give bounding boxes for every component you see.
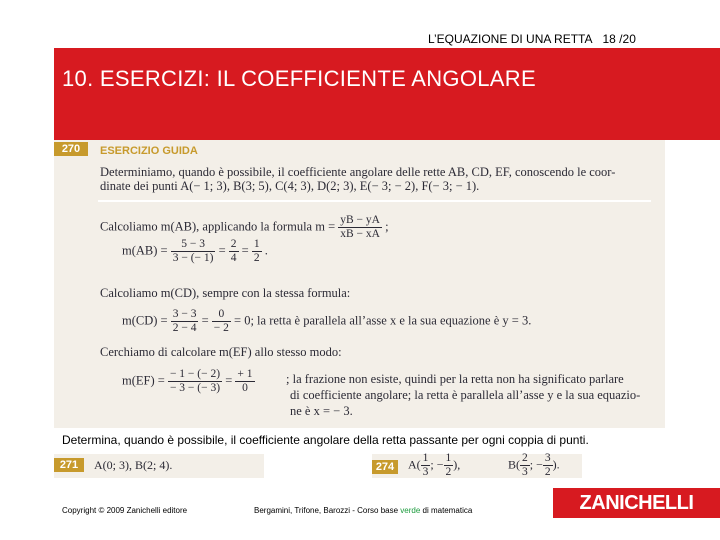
calc-ab-intro: [100, 214, 389, 241]
mab-num-1: 5 − 3: [171, 238, 216, 252]
mab-den-3: 2: [253, 252, 260, 264]
calc-ab-intro-text: Calcoliamo m(AB), applicando la formula m =: [100, 219, 336, 234]
point-b-x: [520, 452, 530, 479]
mcd-num-1: 3 − 3: [172, 308, 197, 320]
point-b-sep: ; −: [529, 457, 543, 472]
mef-num-2: + 1: [237, 368, 253, 380]
authors-text: Bergamini, Trifone, Barozzi - Corso base: [254, 506, 401, 515]
mab-num-2: 2: [230, 238, 237, 250]
authors-suffix: di matematica: [420, 506, 473, 515]
point-a-end: ),: [453, 457, 461, 472]
point-b-x-den: 3: [522, 466, 528, 478]
header-line: [428, 32, 636, 46]
mcd-den-2: − 2: [213, 322, 229, 334]
point-a-x-num: 1: [422, 452, 429, 464]
mab-den-1: 3 − (− 1): [172, 252, 214, 264]
mcd-fraction-2: [212, 308, 231, 335]
title-band: [54, 48, 720, 140]
formula-denominator: xB − xA: [340, 228, 380, 240]
mcd-num-2: 0: [212, 308, 231, 322]
point-a-y: [444, 452, 454, 479]
mef-text-1: ; la frazione non esiste, quindi per la retta non ha significato parlare: [286, 372, 624, 386]
mef-lhs: m(EF) =: [122, 373, 165, 388]
zanichelli-logo: ZANICHELLI: [553, 488, 720, 518]
slope-formula: [338, 214, 382, 241]
mab-end: .: [264, 243, 268, 258]
guided-exercise-panel: [54, 140, 665, 428]
formula-end: ;: [385, 219, 389, 234]
guide-label: ESERCIZIO GUIDA: [100, 145, 198, 157]
mcd-conclusion: = 0; la retta è parallela all’asse x e la sua equazione è y = 3.: [234, 313, 532, 328]
point-b-y-den: 2: [544, 466, 551, 478]
mef-text-2: di coefficiente angolare; la retta è parallela all’asse y e la sua equazio-: [290, 388, 641, 402]
mef-den-2: 0: [242, 382, 248, 394]
guide-line-1: Determiniamo, quando è possibile, il coefficiente angolare delle rette AB, CD, EF, conoscendo le coor-: [100, 165, 616, 179]
mef-equation: [122, 368, 255, 395]
mcd-equation: [122, 308, 531, 335]
guide-line-2: dinate dei punti A(− 1; 3), B(3; 5), C(4; 3), D(2; 3), E(− 3; − 2), F(− 3; − 1).: [100, 179, 480, 193]
exercise-274: [372, 454, 582, 478]
separator: [98, 200, 651, 202]
mab-den-2: 4: [230, 252, 237, 264]
exercise-number-badge: 271: [54, 458, 84, 472]
point-b-y: [543, 452, 553, 479]
point-a-label: A(: [408, 457, 421, 472]
point-b-y-num: 3: [544, 452, 551, 464]
authors-credit: [254, 506, 472, 515]
point-a-x-den: 3: [422, 466, 429, 478]
header-topic: L’EQUAZIONE DI UNA RETTA: [428, 32, 593, 46]
equals-sign: =: [218, 243, 226, 258]
mcd-fraction-1: [171, 308, 199, 335]
exercise-number-badge: 274: [372, 460, 398, 474]
mef-fraction-1: [168, 368, 222, 395]
equals-sign: =: [201, 313, 209, 328]
point-b-end: ).: [552, 457, 560, 472]
mab-fraction-2: [229, 238, 239, 265]
point-a-sep: ; −: [430, 457, 444, 472]
equals-sign: =: [225, 373, 233, 388]
mef-den-1: − 3 − (− 3): [169, 382, 221, 394]
calc-ef-intro: Cerchiamo di calcolare m(EF) allo stesso modo:: [100, 345, 342, 359]
point-a-y-num: 1: [445, 452, 452, 464]
instructions: Determina, quando è possibile, il coefficiente angolare della retta passante per ogni coppia di punti.: [62, 433, 589, 447]
exercise-271-points: A(0; 3), B(2; 4).: [94, 458, 173, 472]
mef-text-3: ne è x = − 3.: [290, 404, 353, 418]
exercise-number-badge: 270: [54, 142, 88, 156]
mab-equation: [122, 238, 268, 265]
equals-sign: =: [241, 243, 249, 258]
point-b-x-num: 2: [522, 452, 528, 464]
slide-title: 10. ESERCIZI: IL COEFFICIENTE ANGOLARE: [62, 66, 536, 91]
point-b-label: B(: [508, 457, 520, 472]
copyright: Copyright © 2009 Zanichelli editore: [62, 506, 188, 515]
formula-numerator: yB − yA: [340, 214, 380, 226]
mef-fraction-2: [235, 368, 254, 395]
mef-num-1: − 1 − (− 2): [169, 368, 221, 380]
calc-cd-intro: Calcoliamo m(CD), sempre con la stessa formula:: [100, 286, 351, 300]
mcd-lhs: m(CD) =: [122, 313, 168, 328]
mcd-den-1: 2 − 4: [172, 322, 197, 334]
exercise-274-point-a: [408, 452, 460, 479]
header-page: 18 /20: [602, 32, 636, 46]
mab-fraction-3: [252, 238, 262, 265]
verde-word: verde: [400, 506, 421, 515]
mab-fraction-1: [171, 238, 216, 265]
point-a-y-den: 2: [445, 466, 452, 478]
exercise-274-point-b: [508, 452, 560, 479]
mab-lhs: m(AB) =: [122, 243, 168, 258]
exercise-271: [54, 454, 264, 478]
point-a-x: [421, 452, 431, 479]
mab-num-3: 1: [253, 238, 260, 250]
